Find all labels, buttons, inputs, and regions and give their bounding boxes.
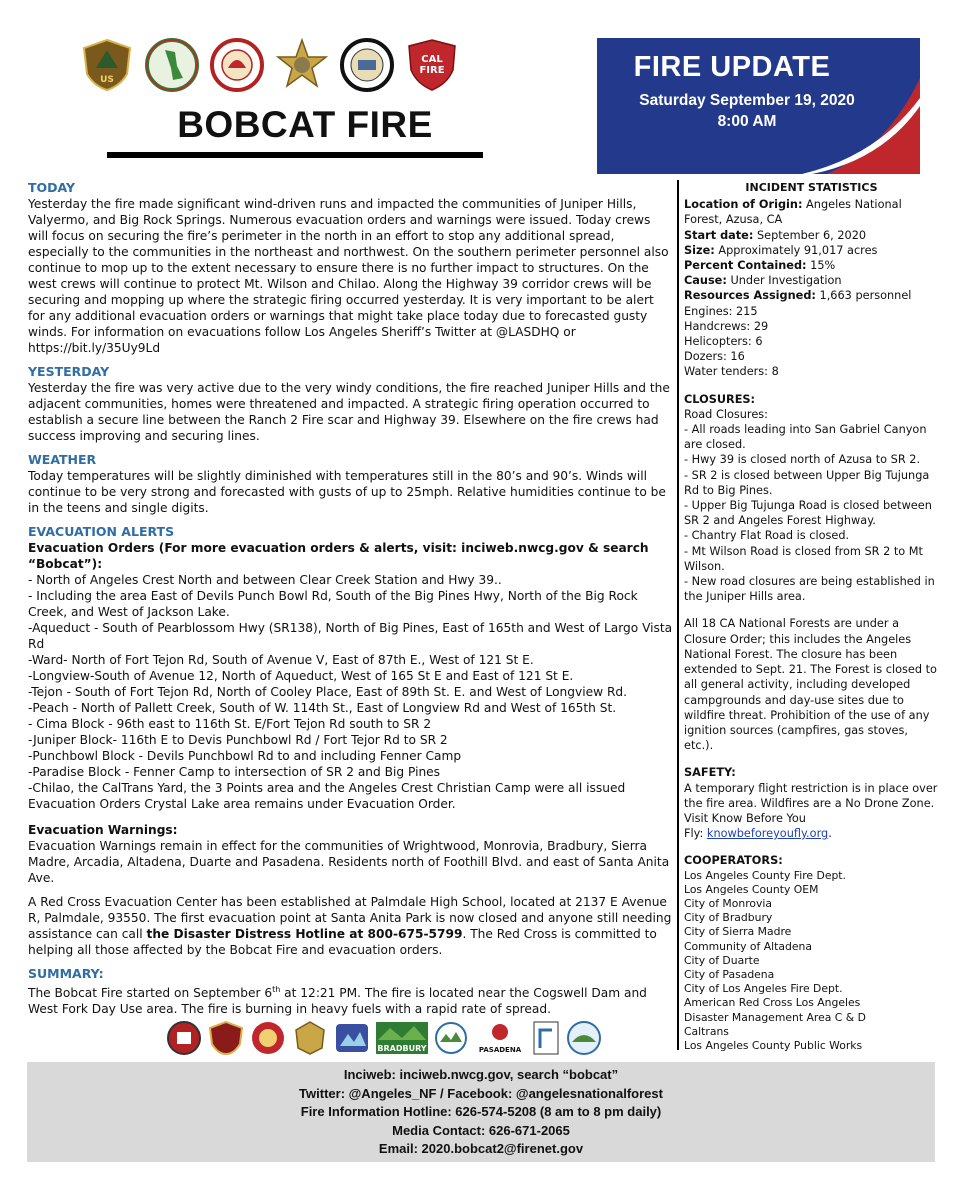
stat-resource-item: Helicopters: 6 <box>684 335 763 349</box>
road-closure-item: - Mt Wilson Road is closed from SR 2 to Mt Wilson. <box>684 544 923 573</box>
stat-cause <box>684 273 939 288</box>
stat-cause-value: Under Investigation <box>726 274 842 288</box>
forest-service-shield-icon <box>80 38 134 92</box>
road-closure-item: - Chantry Flat Road is closed. <box>684 529 850 543</box>
sheriff-star-icon <box>275 38 329 92</box>
yesterday-text: Yesterday the fire was very active due to the very windy conditions, the fire reached Juniper Hills and the adjacent communities, homes were threatened and impacted. A strategic firing operation occurred to establish a secure line between the Ranch 2 Fire scar and Highway 39. Elsewhere on the fire crews had success improving and securing lines. <box>28 381 670 443</box>
side-column <box>684 180 939 1053</box>
stat-start-value: September 6, 2020 <box>753 228 867 242</box>
bradbury-logo-text: BRADBURY <box>377 1044 427 1053</box>
evacuation-order-item: -Paradise Block - Fenner Camp to intersection of SR 2 and Big Pines <box>28 765 441 779</box>
fire-dept-badge-icon <box>208 1020 244 1056</box>
footer-inciweb: Inciweb: inciweb.nwcg.gov, search “bobcat” <box>343 1067 619 1082</box>
stat-origin <box>684 197 939 227</box>
disaster-hotline: the Disaster Distress Hotline at 800-675-5799 <box>146 927 463 941</box>
cooperators-heading: COOPERATORS: <box>684 854 783 868</box>
evacuation-order-item: -Ward- North of Fort Tejon Rd, South of Avenue V, East of 87th E., West of 121 St E. <box>28 653 534 667</box>
pasadena-logo-icon <box>474 1020 526 1056</box>
evacuation-order-item: -Aqueduct - South of Pearblossom Hwy (SR138), North of Big Pines, East of 165th and West of Largo Vista Rd <box>28 621 673 651</box>
cooperator-item: Los Angeles County Fire Dept. <box>684 868 846 882</box>
road-closure-item: - SR 2 is closed between Upper Big Tujunga Rd to Big Pines. <box>684 468 930 497</box>
duarte-logo-icon <box>532 1020 560 1056</box>
svg-text:CAL: CAL <box>421 54 443 65</box>
red-cross-text <box>28 894 673 958</box>
evacuation-warnings-text: Evacuation Warnings remain in effect for the communities of Wrightwood, Monrovia, Bradbury, Sierra Madre, Arcadia, Altadena, Duarte and Pasadena. Residents north of Foothill Blvd. and east of Santa Anita Ave. <box>28 839 670 885</box>
cooperator-item: Disaster Management Area C & D <box>684 1010 866 1024</box>
banner-time: 8:00 AM <box>717 113 777 130</box>
weather-text: Today temperatures will be slightly diminished with temperatures still in the 80’s and 90’s. Winds will continue to be very strong and forecasted with gusts of up to 25mph. Relative humidities continue to be in the teens and single digits. <box>28 469 666 515</box>
evacuation-order-item: -Peach - North of Pallett Creek, South of W. 114th St., East of Longview Rd and West of 165th St. <box>28 701 617 715</box>
stat-start-date <box>684 228 939 243</box>
la-county-seal-icon <box>340 38 394 92</box>
today-heading: TODAY <box>28 180 76 195</box>
cooperator-item: Caltrans <box>684 1024 729 1038</box>
know-before-you-fly-link[interactable]: knowbeforeyoufly.org <box>706 827 829 841</box>
evacuation-order-item: - North of Angeles Crest North and between Clear Creek Station and Hwy 39.. <box>28 573 502 587</box>
road-closure-item: - All roads leading into San Gabriel Canyon are closed. <box>684 423 927 452</box>
evacuation-order-item: - Including the area East of Devils Punch Bowl Rd, South of the Big Pines Hwy, North of the Big Rock Creek, and West of Jackson Lake. <box>28 589 638 619</box>
cooperator-item: City of Sierra Madre <box>684 925 792 939</box>
svg-text:US: US <box>100 75 114 85</box>
evacuation-order-item: -Longview-South of Avenue 12, North of Aqueduct, West of 165 St E and East of 121 St E. <box>28 669 574 683</box>
stat-size-value: Approximately 91,017 acres <box>714 243 878 257</box>
stat-cause-label: Cause: <box>684 274 727 288</box>
stat-resources <box>684 288 939 303</box>
evacuation-order-item: - Cima Block - 96th east to 116th St. E/Fort Tejon Rd south to SR 2 <box>28 717 432 731</box>
footer-social: Twitter: @Angeles_NF / Facebook: @angelesnationalforest <box>299 1085 663 1101</box>
stat-size <box>684 243 939 258</box>
stat-origin-label: Location of Origin: <box>684 198 803 212</box>
cooperator-item: City of Duarte <box>684 953 760 967</box>
pasadena-logo-text: PASADENA <box>478 1046 522 1054</box>
road-closure-item: - New road closures are being established in the Juniper Hills area. <box>684 575 935 604</box>
evacuation-order-item: -Tejon - South of Fort Tejon Rd, North of Cooley Place, East of 89th St. E. and West of Longview Rd. <box>28 685 628 699</box>
road-closure-item: - Upper Big Tujunga Road is closed between SR 2 and Angeles Forest Highway. <box>684 499 932 528</box>
weather-heading: WEATHER <box>28 452 97 467</box>
cooperator-item: City of Monrovia <box>684 896 773 910</box>
stat-origin-value: Angeles National Forest, Azusa, CA <box>684 198 902 227</box>
footer-hotline: Fire Information Hotline: 626-574-5208 (8 am to 8 pm daily) <box>300 1104 662 1119</box>
safety-heading: SAFETY: <box>684 766 736 780</box>
fire-update-banner <box>597 38 920 174</box>
oem-logo-icon <box>334 1020 370 1056</box>
safety-text-body: A temporary flight restriction is in place over the fire area. Wildfires are a No Drone Zone. Visit Know Before You <box>684 781 938 825</box>
sierra-madre-seal-icon <box>434 1020 468 1056</box>
evacuation-heading: EVACUATION ALERTS <box>28 524 175 539</box>
evacuation-order-item: -Juniper Block- 116th E to Devis Punchbowl Rd / Fort Tejor Rd to SR 2 <box>28 733 448 747</box>
stat-resource-item: Handcrews: 29 <box>684 319 769 333</box>
red-cross-text-end: . The Red Cross is committed to helping all those affected by the Bobcat Fire and evacuation orders. <box>28 927 657 957</box>
stat-contained <box>684 258 939 273</box>
cooperator-item: Community of Altadena <box>684 939 812 953</box>
evacuation-orders-heading: Evacuation Orders (For more evacuation orders & alerts, visit: inciweb.nwcg.gov & search “Bobcat”): <box>28 541 649 571</box>
evacuation-order-item: -Chilao, the CalTrans Yard, the 3 Points area and the Angeles Crest Christian Camp were all issued Evacuation Orders Crystal Lake area remains under Evacuation Order. <box>28 781 626 811</box>
stat-resource-item: Engines: 215 <box>684 304 758 318</box>
evacuation-warnings-heading: Evacuation Warnings: <box>28 823 178 837</box>
road-closures-label: Road Closures: <box>684 407 768 421</box>
footer-media-contact: Media Contact: 626-671-2065 <box>392 1122 570 1138</box>
la-fire-dept-seal-icon <box>250 1020 286 1056</box>
svg-text:FIRE: FIRE <box>419 65 445 76</box>
cooperator-item: City of Pasadena <box>684 967 775 981</box>
cooperator-item: City of Los Angeles Fire Dept. <box>684 982 843 996</box>
today-text: Yesterday the fire made significant wind-driven runs and impacted the communities of Juniper Hills, Valyermo, and Big Rock Springs. Numerous evacuation orders and warnings were issued. Today crews will focus on securing the fire’s perimeter in the north in an effort to stop any additional spread, especially to the communities in the northeast and northwest. On the southern perimeter personnel also continue to mop up to the extent necessary to ensure there is no further impact to structures. On the west crews will continue to protect Mt. Wilson and Chilao. Along the Highway 39 corridor crews will be securing and mopping up where the strategic firing occurred yesterday. It is very important to be alert for any additional evacuation orders or warnings that might take place today due to forecasted gusty winds. For information on evacuations follow Los Angeles Sheriff’s Twitter at @LASDHQ or https://bit.ly/35Uy9Ld <box>28 197 669 355</box>
page-title: BOBCAT FIRE <box>177 104 433 145</box>
safety-text <box>684 781 939 842</box>
summary-text-start: The Bobcat Fire started on September 6 <box>28 986 273 1001</box>
stat-contained-label: Percent Contained: <box>684 259 807 273</box>
contact-footer <box>27 1062 935 1162</box>
agency-logos <box>80 38 500 94</box>
monrovia-fire-logo-icon <box>166 1020 202 1056</box>
stat-size-label: Size: <box>684 243 715 257</box>
safety-fly-label: Fly: <box>684 827 707 841</box>
safety-fly-end: . <box>828 827 832 841</box>
stat-resource-item: Water tenders: 8 <box>684 365 779 379</box>
stat-start-label: Start date: <box>684 228 754 242</box>
road-closure-item: - Hwy 39 is closed north of Azusa to SR 2. <box>684 453 921 467</box>
stat-contained-value: 15% <box>806 259 836 273</box>
forest-closure-text: All 18 CA National Forests are under a Closure Order; this includes the Angeles National Forest. The closure has been extended to Sept. 21. The Forest is closed to all general activity, including developed campgrounds and day-use sites due to wildfire threat. Prohibition of the use of any ignition sources (campfires, gas stoves, etc.). <box>684 617 937 753</box>
main-column <box>28 180 673 1025</box>
stat-resource-item: Dozers: 16 <box>684 350 745 364</box>
cal-fire-seal-icon <box>405 38 459 92</box>
stat-resources-value: 1,663 personnel <box>815 289 912 303</box>
banner-date: Saturday September 19, 2020 <box>639 92 855 109</box>
team-1-california-seal-icon <box>145 38 199 92</box>
closures-heading: CLOSURES: <box>684 392 756 406</box>
summary-text-end: at 12:21 PM. The fire is located near the Cogswell Dam and West Fork Day Use area. The fire is burning in heavy fuels with a rapid rate of spread. <box>28 986 647 1017</box>
cooperator-item: City of Bradbury <box>684 911 773 925</box>
incident-statistics-heading: INCIDENT STATISTICS <box>745 181 878 194</box>
cooperator-item: American Red Cross Los Angeles <box>684 996 861 1010</box>
summary-heading: SUMMARY: <box>28 966 104 981</box>
footer-email: Email: 2020.bobcat2@firenet.gov <box>378 1141 584 1156</box>
stat-resources-label: Resources Assigned: <box>684 289 816 303</box>
banner-title: FIRE UPDATE <box>633 51 831 83</box>
column-divider <box>677 180 679 1050</box>
red-cross-text-start: A Red Cross Evacuation Center has been established at Palmdale High School, located at 2137 E Avenue R, Palmdale, 93550. The first evacuation point at Santa Anita Park is now closed and anyone still needing assistance can call <box>28 895 672 941</box>
bradbury-logo-icon <box>376 1020 428 1056</box>
la-county-fire-seal-icon <box>210 38 264 92</box>
sheriff-badge-icon <box>292 1020 328 1056</box>
evacuation-order-item: -Punchbowl Block - Devils Punchbowl Rd to and including Fenner Camp <box>28 749 462 763</box>
altadena-seal-icon <box>566 1020 602 1056</box>
yesterday-heading: YESTERDAY <box>28 364 110 379</box>
title-underline <box>107 152 483 158</box>
cooperator-item: Los Angeles County Public Works <box>684 1038 863 1052</box>
summary-text <box>28 982 673 1017</box>
cooperator-logos <box>166 1018 536 1058</box>
cooperator-item: Los Angeles County OEM <box>684 882 819 896</box>
summary-superscript: th <box>272 985 281 994</box>
